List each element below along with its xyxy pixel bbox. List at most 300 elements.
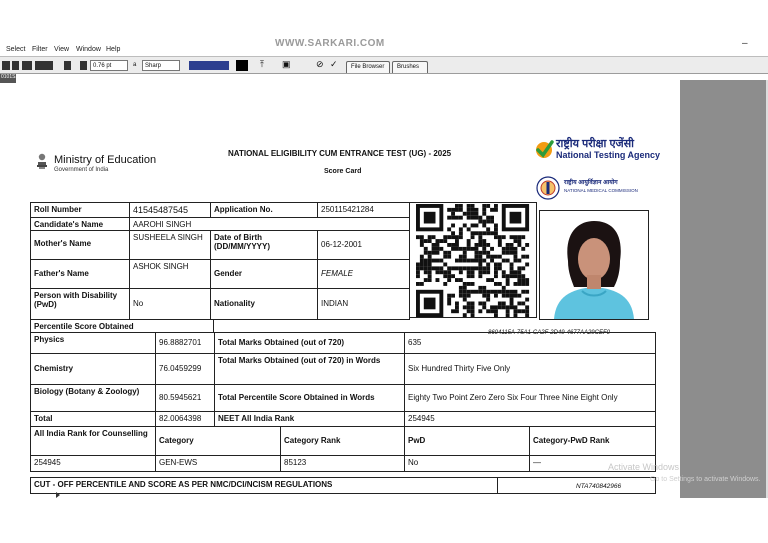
nmc-name: NATIONAL MEDICAL COMMISSION [564, 188, 638, 193]
qr-module [482, 247, 486, 251]
qr-module [447, 278, 451, 282]
qr-module [432, 235, 436, 239]
qr-module [478, 231, 482, 235]
qr-module [455, 235, 459, 239]
qr-module [451, 212, 455, 216]
qr-module [424, 251, 428, 255]
qr-module [478, 259, 482, 263]
qr-module [525, 305, 529, 309]
qr-module [463, 255, 467, 259]
qr-module [490, 220, 494, 224]
national-emblem-icon [36, 152, 48, 170]
father-name-label: Father's Name [30, 259, 130, 289]
qr-module [455, 266, 459, 270]
qr-module [510, 263, 514, 267]
cutoff-heading: CUT - OFF PERCENTILE AND SCORE AS PER NMC/DCI/NCISM REGULATIONS [30, 477, 498, 494]
qr-module [475, 255, 479, 259]
roll-number-value: 41545487545 [129, 202, 211, 218]
qr-module [447, 298, 451, 302]
chemistry-label: Chemistry [30, 353, 156, 385]
qr-module [514, 290, 518, 294]
qr-module [424, 266, 428, 270]
qr-module [525, 278, 529, 282]
qr-module [510, 294, 514, 298]
qr-module [525, 313, 529, 317]
qr-module [478, 286, 482, 290]
qr-module [486, 227, 490, 231]
qr-module [525, 282, 529, 286]
antialias-select[interactable]: Sharp [142, 60, 180, 71]
qr-module [502, 247, 506, 251]
qr-module [475, 231, 479, 235]
qr-module [467, 274, 471, 278]
qr-module [482, 290, 486, 294]
qr-module [482, 243, 486, 247]
qr-module [455, 204, 459, 208]
qr-module [467, 204, 471, 208]
qr-module [471, 208, 475, 212]
total-percentile-value: 82.0064398 [155, 411, 215, 427]
qr-module [498, 266, 502, 270]
qr-module [521, 235, 525, 239]
qr-module [490, 305, 494, 309]
qr-module [432, 266, 436, 270]
qr-module [514, 313, 518, 317]
qr-module [506, 274, 510, 278]
candidate-photo-image [540, 211, 648, 319]
qr-module [494, 235, 498, 239]
qr-module [471, 266, 475, 270]
qr-module [510, 270, 514, 274]
qr-module [443, 255, 447, 259]
qr-module [416, 274, 420, 278]
qr-module [502, 270, 506, 274]
nta-logo-icon [534, 138, 554, 160]
qr-module [482, 208, 486, 212]
qr-module [428, 270, 432, 274]
qr-module [463, 298, 467, 302]
qr-module [439, 259, 443, 263]
qr-module [498, 302, 502, 306]
qr-module [428, 235, 432, 239]
application-no-label: Application No. [210, 202, 318, 218]
qr-module [443, 239, 447, 243]
physics-label: Physics [30, 332, 156, 354]
category-pwd-rank-label: Category-PwD Rank [529, 426, 656, 456]
pwd-value: No [129, 288, 211, 320]
candidate-name-label: Candidate's Name [30, 217, 130, 231]
qr-module [455, 239, 459, 243]
nationality-value: INDIAN [317, 288, 410, 320]
qr-module [486, 255, 490, 259]
qr-module [432, 247, 436, 251]
tab-file-browser[interactable]: File Browser [346, 61, 390, 73]
qr-module [471, 290, 475, 294]
candidate-name-value: AAROHI SINGH [129, 217, 410, 231]
qr-module [443, 274, 447, 278]
qr-module [416, 263, 420, 267]
qr-module [490, 231, 494, 235]
qr-module [455, 247, 459, 251]
qr-module [471, 235, 475, 239]
qr-module [436, 266, 440, 270]
physics-value: 96.8882701 [155, 332, 215, 354]
qr-module [490, 208, 494, 212]
qr-module [517, 302, 521, 306]
qr-module [424, 270, 428, 274]
font-size-field[interactable]: 0.76 pt [90, 60, 128, 71]
qr-module [486, 309, 490, 313]
qr-module [478, 263, 482, 267]
qr-module [447, 235, 451, 239]
qr-module [486, 298, 490, 302]
qr-module [447, 294, 451, 298]
biology-value: 80.5945621 [155, 384, 215, 412]
qr-module [451, 274, 455, 278]
qr-module [439, 239, 443, 243]
qr-module [471, 216, 475, 220]
category-pwd-rank-value: — [529, 455, 656, 472]
qr-module [416, 270, 420, 274]
qr-module [494, 208, 498, 212]
qr-module [498, 263, 502, 267]
activate-windows-hint: Go to Settings to activate Windows. [650, 476, 761, 483]
commit-icon[interactable]: ✓ [330, 59, 338, 69]
warp-text-icon[interactable]: ⤒ [260, 59, 264, 69]
air-value: 254945 [404, 411, 656, 427]
chemistry-value: 76.0459299 [155, 353, 215, 385]
biology-label: Biology (Botany & Zoology) [30, 384, 156, 412]
qr-module [502, 305, 506, 309]
cursor-icon [56, 492, 60, 498]
total-marks-label: Total Marks Obtained (out of 720) [214, 332, 405, 354]
watermark-url: WWW.SARKARI.COM [275, 38, 385, 49]
qr-module [471, 224, 475, 228]
qr-module [482, 212, 486, 216]
qr-module [463, 266, 467, 270]
qr-module [517, 239, 521, 243]
qr-module [521, 255, 525, 259]
qr-module [459, 235, 463, 239]
qr-module [428, 278, 432, 282]
qr-module [498, 239, 502, 243]
qr-module [517, 266, 521, 270]
qr-module [498, 290, 502, 294]
qr-module [478, 220, 482, 224]
qr-module [514, 259, 518, 263]
marks-in-words-label: Total Marks Obtained (out of 720) in Words [214, 353, 405, 385]
qr-module [506, 259, 510, 263]
qr-module [478, 274, 482, 278]
qr-module [510, 243, 514, 247]
qr-module [475, 216, 479, 220]
qr-module [517, 259, 521, 263]
qr-module [486, 290, 490, 294]
font-size-icon[interactable] [80, 61, 87, 70]
qr-module [443, 282, 447, 286]
marks-in-words-value: Six Hundred Thirty Five Only [404, 353, 656, 385]
align-buttons-icon[interactable] [189, 61, 229, 70]
qr-module [471, 313, 475, 317]
qr-module [486, 263, 490, 267]
pwd-label: Person with Disability (PwD) [30, 288, 130, 320]
qr-module [517, 294, 521, 298]
qr-module [475, 212, 479, 216]
document-title: Score Card [324, 168, 362, 175]
qr-module [475, 266, 479, 270]
qr-module [525, 263, 529, 267]
qr-module [424, 239, 428, 243]
total-percentile-label: Total [30, 411, 156, 427]
qr-module [525, 255, 529, 259]
menu-view[interactable]: View [54, 46, 70, 53]
qr-module [455, 302, 459, 306]
qr-module [471, 270, 475, 274]
qr-module [459, 227, 463, 231]
qr-module [506, 290, 510, 294]
qr-module [428, 274, 432, 278]
qr-module [486, 294, 490, 298]
qr-finder [510, 212, 522, 224]
dob-value: 06-12-2001 [317, 230, 410, 260]
qr-module [517, 243, 521, 247]
qr-module [467, 247, 471, 251]
qr-module [467, 305, 471, 309]
qr-module [494, 231, 498, 235]
ministry-subtitle: Government of India [54, 167, 109, 173]
hash-code: 8604115A-75A1-CA2F-2D49-4677AA29CEF0 [488, 330, 610, 336]
qr-module [494, 290, 498, 294]
qr-module [459, 259, 463, 263]
qr-module [478, 235, 482, 239]
qr-module [467, 309, 471, 313]
qr-module [424, 247, 428, 251]
panel-icon[interactable]: ▣ [282, 59, 291, 69]
mother-name-value: SUSHEELA SINGH [129, 230, 211, 260]
percentile-section-label: Percentile Score Obtained [30, 319, 214, 333]
qr-module [486, 231, 490, 235]
qr-module [517, 274, 521, 278]
dob-label: Date of Birth (DD/MM/YYYY) [210, 230, 318, 260]
qr-module [451, 216, 455, 220]
qr-module [463, 286, 467, 290]
qr-module [428, 263, 432, 267]
qr-module [436, 251, 440, 255]
qr-finder [424, 298, 436, 310]
qr-module [420, 263, 424, 267]
qr-module [510, 290, 514, 294]
qr-module [482, 251, 486, 255]
score-card-page [16, 80, 680, 498]
qr-module [455, 259, 459, 263]
counselling-rank-value: 254945 [30, 455, 156, 472]
qr-module [467, 243, 471, 247]
tool-icon-3[interactable] [22, 61, 32, 70]
qr-module [494, 266, 498, 270]
menu-select[interactable]: Select [6, 46, 26, 53]
qr-module [514, 270, 518, 274]
total-marks-value: 635 [404, 332, 656, 354]
qr-module [521, 274, 525, 278]
qr-module [455, 216, 459, 220]
activate-windows-watermark: Activate Windows [608, 462, 680, 472]
qr-module [451, 231, 455, 235]
qr-module [494, 263, 498, 267]
qr-module [490, 278, 494, 282]
qr-module [467, 266, 471, 270]
qr-module [443, 270, 447, 274]
qr-module [486, 220, 490, 224]
qr-module [494, 270, 498, 274]
qr-module [471, 259, 475, 263]
qr-module [439, 266, 443, 270]
qr-module [486, 278, 490, 282]
toolbar [0, 56, 768, 74]
tool-icon-1[interactable] [2, 61, 10, 70]
tool-icon-4[interactable] [35, 61, 53, 70]
qr-module [506, 309, 510, 313]
qr-module [459, 231, 463, 235]
qr-module [510, 247, 514, 251]
qr-module [490, 309, 494, 313]
qr-module [467, 212, 471, 216]
qr-module [455, 309, 459, 313]
qr-module [482, 231, 486, 235]
qr-module [498, 255, 502, 259]
qr-module [494, 282, 498, 286]
qr-module [510, 251, 514, 255]
qr-module [451, 208, 455, 212]
qr-module [502, 286, 506, 290]
qr-module [494, 274, 498, 278]
qr-module [514, 282, 518, 286]
qr-module [494, 313, 498, 317]
qr-module [517, 282, 521, 286]
tab-brushes[interactable]: Brushes [392, 61, 428, 73]
qr-module [514, 309, 518, 313]
qr-module [451, 266, 455, 270]
air-label: NEET All India Rank [214, 411, 405, 427]
qr-module [455, 208, 459, 212]
qr-module [510, 305, 514, 309]
qr-code [409, 202, 537, 318]
qr-module [443, 263, 447, 267]
candidate-photo [539, 210, 649, 320]
qr-module [525, 243, 529, 247]
qr-module [463, 282, 467, 286]
qr-module [459, 204, 463, 208]
qr-module [451, 309, 455, 313]
qr-module [514, 305, 518, 309]
qr-module [463, 259, 467, 263]
menu-filter[interactable]: Filter [32, 46, 48, 53]
qr-module [424, 278, 428, 282]
qr-module [494, 255, 498, 259]
qr-module [478, 270, 482, 274]
qr-module [475, 259, 479, 263]
cancel-icon[interactable]: ⊘ [316, 59, 324, 69]
qr-module [490, 247, 494, 251]
pwd-rank-value: No [404, 455, 530, 472]
qr-module [436, 270, 440, 274]
qr-module [459, 216, 463, 220]
exam-title: NATIONAL ELIGIBILITY CUM ENTRANCE TEST (UG) - 2025 [228, 149, 452, 158]
qr-module [459, 286, 463, 290]
qr-module [478, 239, 482, 243]
nmc-hindi-name: राष्ट्रीय आयुर्विज्ञान आयोग [564, 180, 618, 186]
qr-module [517, 270, 521, 274]
percentile-in-words-label: Total Percentile Score Obtained in Words [214, 384, 405, 412]
qr-module [432, 259, 436, 263]
qr-module [436, 243, 440, 247]
qr-module [471, 212, 475, 216]
qr-module [510, 235, 514, 239]
qr-module [447, 243, 451, 247]
qr-module [420, 266, 424, 270]
pwd-rank-label: PwD [404, 426, 530, 456]
qr-module [490, 259, 494, 263]
qr-module [502, 235, 506, 239]
qr-module [506, 243, 510, 247]
qr-module [432, 243, 436, 247]
qr-module [521, 282, 525, 286]
qr-module [517, 309, 521, 313]
qr-module [424, 263, 428, 267]
menu-window[interactable]: Window [76, 46, 101, 53]
qr-module [482, 302, 486, 306]
menu-help[interactable]: Help [106, 46, 121, 53]
qr-module [482, 239, 486, 243]
qr-module [494, 294, 498, 298]
qr-module [502, 294, 506, 298]
counselling-rank-label: All India Rank for Counselling [30, 426, 156, 456]
qr-module [471, 302, 475, 306]
qr-module [428, 255, 432, 259]
qr-module [521, 266, 525, 270]
tool-icon-2[interactable] [12, 61, 19, 70]
qr-code-icon [410, 203, 536, 317]
qr-module [471, 231, 475, 235]
percentile-in-words-value: Eighty Two Point Zero Zero Six Four Three Nine Eight Only [404, 384, 656, 412]
qr-module [436, 239, 440, 243]
ministry-title: Ministry of Education [54, 154, 157, 166]
qr-module [506, 278, 510, 282]
qr-module [478, 290, 482, 294]
qr-module [443, 251, 447, 255]
qr-module [482, 305, 486, 309]
qr-module [475, 251, 479, 255]
qr-module [486, 251, 490, 255]
qr-module [428, 239, 432, 243]
qr-module [459, 278, 463, 282]
father-name-value: ASHOK SINGH [129, 259, 211, 289]
qr-module [451, 235, 455, 239]
qr-module [478, 302, 482, 306]
gender-label: Gender [210, 259, 318, 289]
qr-module [486, 216, 490, 220]
qr-module [455, 305, 459, 309]
qr-module [471, 309, 475, 313]
qr-module [475, 224, 479, 228]
qr-module [467, 208, 471, 212]
color-swatch[interactable] [236, 60, 248, 71]
font-style-icon[interactable] [64, 61, 71, 70]
document-code: NTA740842966 [576, 483, 622, 490]
qr-module [506, 313, 510, 317]
qr-module [471, 274, 475, 278]
qr-module [514, 274, 518, 278]
minimize-button[interactable]: – [742, 38, 748, 49]
